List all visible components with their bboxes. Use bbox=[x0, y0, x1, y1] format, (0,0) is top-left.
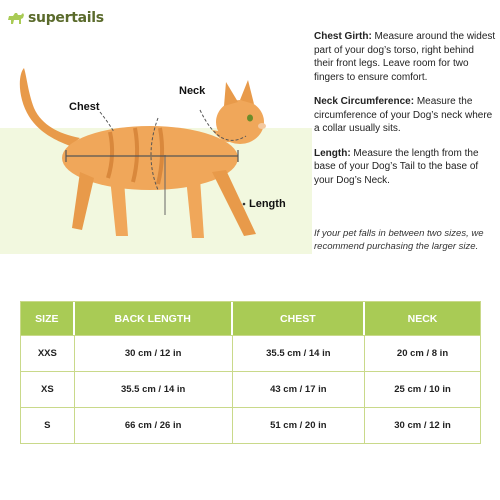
table-row bbox=[21, 407, 480, 443]
table-row bbox=[21, 371, 480, 407]
brand-logo bbox=[6, 10, 104, 26]
cat-ear-left bbox=[224, 82, 238, 106]
cat-leg-front-left bbox=[186, 178, 204, 238]
neck-cell: 25 cm / 10 in bbox=[365, 371, 480, 407]
size-advice-note: If your pet falls in between two sizes, we recommend purchasing the larger size. bbox=[314, 228, 484, 252]
chest-leader-line bbox=[100, 112, 114, 132]
back-length-cell: 66 cm / 26 in bbox=[75, 407, 233, 443]
size-cell: XXS bbox=[21, 335, 75, 371]
length-label: Length bbox=[249, 198, 286, 210]
brand-name: supertails bbox=[28, 10, 104, 26]
header-neck: NECK bbox=[365, 302, 480, 335]
size-cell: S bbox=[21, 407, 75, 443]
chest-cell: 51 cm / 20 in bbox=[233, 407, 365, 443]
header-chest: CHEST bbox=[233, 302, 365, 335]
cat-leg-back-left bbox=[72, 172, 94, 230]
chest-cell: 35.5 cm / 14 in bbox=[233, 335, 365, 371]
chest-instruction-title: Chest Girth: bbox=[314, 31, 372, 42]
neck-instruction-text: Measure the circumference of your Dog’s neck where a collar usually sits. bbox=[314, 96, 493, 134]
table-header-row bbox=[21, 302, 480, 335]
length-instruction-title: Length: bbox=[314, 147, 351, 159]
table-row bbox=[21, 335, 480, 371]
neck-label: Neck bbox=[179, 85, 206, 97]
dog-silhouette-icon bbox=[6, 10, 26, 26]
size-chart-table bbox=[20, 301, 481, 444]
header-back-length: BACK LENGTH bbox=[75, 302, 233, 335]
back-length-cell: 30 cm / 12 in bbox=[75, 335, 233, 371]
cat-ear-right bbox=[240, 80, 254, 104]
chest-cell: 43 cm / 17 in bbox=[233, 371, 365, 407]
header-size: SIZE bbox=[21, 302, 75, 335]
chest-instruction bbox=[314, 30, 496, 84]
ghost-watermark-band bbox=[0, 258, 500, 288]
cat-illustration bbox=[0, 60, 300, 260]
neck-cell: 30 cm / 12 in bbox=[365, 407, 480, 443]
measurement-instructions bbox=[314, 30, 496, 198]
chest-label: Chest bbox=[69, 101, 100, 113]
back-length-cell: 35.5 cm / 14 in bbox=[75, 371, 233, 407]
length-instruction-text: Measure the length from the base of your Dog’s Tail to the base of your Dog’s Neck. bbox=[314, 147, 479, 186]
neck-cell: 20 cm / 8 in bbox=[365, 335, 480, 371]
length-instruction bbox=[314, 147, 496, 188]
neck-instruction-title: Neck Circumference: bbox=[314, 96, 415, 107]
size-cell: XS bbox=[21, 371, 75, 407]
chest-instruction-text: Measure around the widest part of your dog’s torso, right behind their front legs. Leave room for two fingers to ensure comfort. bbox=[314, 31, 496, 83]
neck-instruction bbox=[314, 95, 496, 136]
